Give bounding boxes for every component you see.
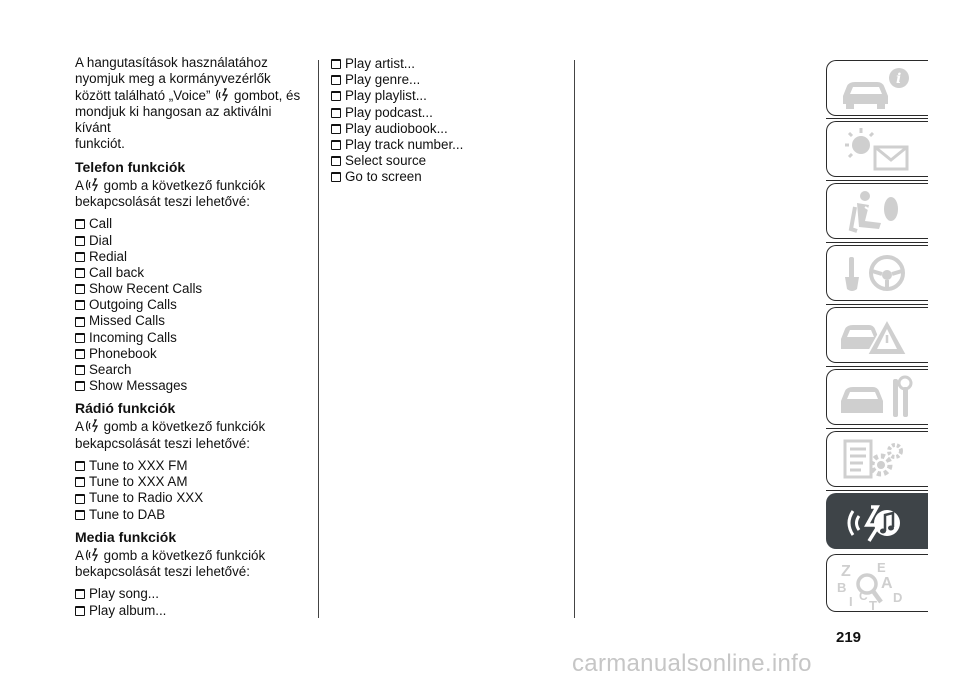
bullet-icon <box>75 284 85 294</box>
tab-separator <box>826 304 928 305</box>
bullet-icon <box>331 75 341 85</box>
alphabetical-index-search-icon <box>835 558 925 610</box>
bullet-icon <box>75 589 85 599</box>
list-item: Go to screen <box>331 169 561 185</box>
intro-paragraph: A hangutasítások használatához nyomjuk meg a kormányvezérlők között található „Voice” gombot, és mondjuk ki hangosan az aktiválni kívánt funkciót. <box>75 55 301 152</box>
bullet-icon <box>75 461 85 471</box>
voice-command-icon <box>85 178 99 192</box>
column-divider <box>318 60 319 618</box>
bullet-icon <box>331 172 341 182</box>
tab-separator <box>826 118 928 119</box>
bullet-icon <box>75 219 85 229</box>
voice-command-icon <box>85 548 99 562</box>
list-item: Search <box>75 362 305 378</box>
bullet-icon <box>75 252 85 262</box>
index-letter: A <box>881 575 893 592</box>
column-divider <box>574 60 575 618</box>
tab-separator <box>826 180 928 181</box>
bullet-icon <box>331 156 341 166</box>
radio-heading: Rádió funkciók <box>75 400 176 417</box>
car-info-icon <box>835 64 925 114</box>
list-item: Show Messages <box>75 378 305 394</box>
media-description: A gomb a következő funkciók bekapcsolását teszi lehetővé: <box>75 547 266 580</box>
seat-airbag-icon <box>835 187 925 237</box>
bullet-icon <box>75 606 85 616</box>
bullet-icon <box>75 333 85 343</box>
car-service-tools-icon <box>835 373 925 423</box>
voice-command-icon <box>85 419 99 433</box>
index-letter: T <box>869 598 877 610</box>
list-item: Incoming Calls <box>75 330 305 346</box>
telefon-heading: Telefon funkciók <box>75 158 186 175</box>
list-item: Play track number... <box>331 137 561 153</box>
list-item: Tune to XXX FM <box>75 458 305 474</box>
voice-music-multimedia-icon <box>835 497 925 547</box>
telefon-command-list <box>75 216 305 394</box>
list-item: Tune to DAB <box>75 507 305 523</box>
list-item: Select source <box>331 153 561 169</box>
media-heading: Media funkciók <box>75 528 177 545</box>
chapter-tab-warning-lights[interactable] <box>826 121 928 177</box>
chapter-tab-starting-driving[interactable] <box>826 245 928 301</box>
bullet-icon <box>75 349 85 359</box>
bullet-icon <box>75 317 85 327</box>
bullet-icon <box>75 236 85 246</box>
middle-text-column <box>331 56 561 192</box>
list-item: Redial <box>75 249 305 265</box>
index-letter: E <box>877 560 886 575</box>
index-letter: D <box>893 590 903 605</box>
bullet-icon <box>331 91 341 101</box>
list-item: Outgoing Calls <box>75 297 305 313</box>
chapter-tab-maintenance[interactable] <box>826 369 928 425</box>
index-letter: B <box>837 580 847 595</box>
bullet-icon <box>75 510 85 520</box>
list-item: Dial <box>75 233 305 249</box>
list-item: Play artist... <box>331 56 561 72</box>
bullet-icon <box>331 124 341 134</box>
chapter-tab-vehicle-info[interactable] <box>826 60 928 116</box>
list-item: Call <box>75 216 305 232</box>
telefon-description: A gomb a következő funkciók bekapcsolását teszi lehetővé: <box>75 177 266 210</box>
bullet-icon <box>75 365 85 375</box>
key-steering-wheel-icon <box>835 249 925 299</box>
chapter-tab-technical-data[interactable] <box>826 431 928 487</box>
list-item: Call back <box>75 265 305 281</box>
index-letter: I <box>849 594 853 609</box>
voice-command-icon <box>215 88 229 102</box>
list-item: Phonebook <box>75 346 305 362</box>
media-command-list-continued <box>331 56 561 186</box>
bullet-icon <box>331 108 341 118</box>
tab-separator <box>826 366 928 367</box>
list-item: Play genre... <box>331 72 561 88</box>
list-item: Tune to Radio XXX <box>75 490 305 506</box>
technical-data-gear-icon <box>835 435 925 485</box>
page-number: 219 <box>836 629 862 646</box>
tab-separator <box>826 242 928 243</box>
list-item: Tune to XXX AM <box>75 474 305 490</box>
svg-text:i: i <box>896 71 902 87</box>
index-letter: C <box>859 589 868 603</box>
chapter-tab-emergency[interactable] <box>826 307 928 363</box>
bullet-icon <box>75 268 85 278</box>
index-letter: Z <box>841 563 851 580</box>
list-item: Play playlist... <box>331 88 561 104</box>
list-item: Missed Calls <box>75 314 305 330</box>
bullet-icon <box>75 381 85 391</box>
car-emergency-triangle-icon <box>835 311 925 361</box>
bullet-icon <box>331 59 341 69</box>
bullet-icon <box>75 300 85 310</box>
list-item: Play song... <box>75 586 305 602</box>
chapter-tab-index[interactable] <box>826 554 928 612</box>
tab-separator <box>826 490 928 491</box>
bullet-icon <box>75 477 85 487</box>
left-text-column <box>75 55 305 625</box>
tab-separator <box>826 428 928 429</box>
list-item: Play podcast... <box>331 105 561 121</box>
bullet-icon <box>331 140 341 150</box>
chapter-tab-safety[interactable] <box>826 183 928 239</box>
list-item: Play audiobook... <box>331 121 561 137</box>
media-command-list <box>75 586 305 618</box>
bullet-icon <box>75 494 85 504</box>
warning-light-message-icon <box>835 125 925 175</box>
list-item: Show Recent Calls <box>75 281 305 297</box>
watermark-text: carmanualsonline.info <box>572 650 812 677</box>
radio-command-list <box>75 458 305 523</box>
list-item: Play album... <box>75 603 305 619</box>
radio-description: A gomb a következő funkciók bekapcsolását teszi lehetővé: <box>75 419 266 451</box>
chapter-tab-multimedia[interactable] <box>826 493 928 549</box>
